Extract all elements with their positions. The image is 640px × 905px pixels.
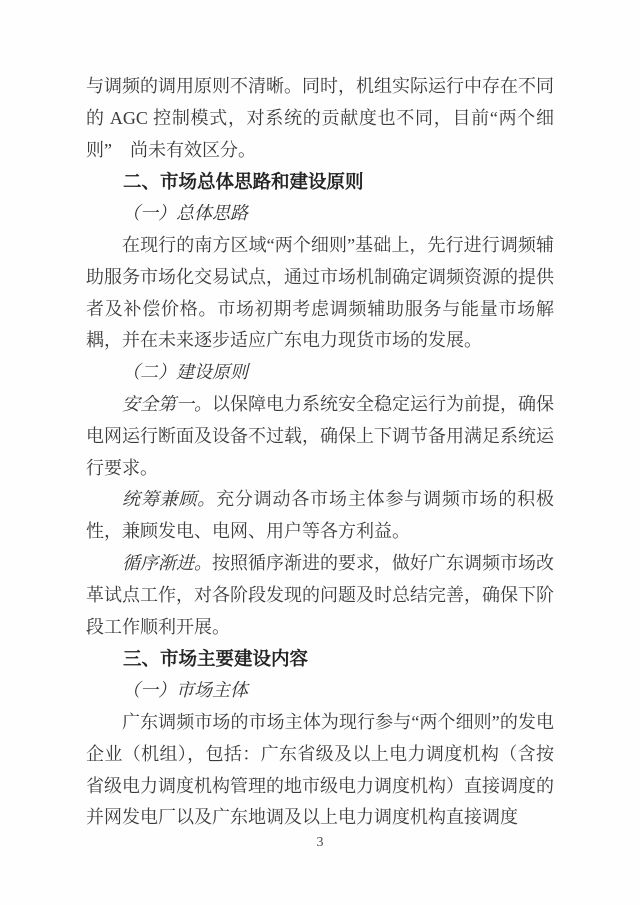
paragraph: 循序渐进。按照循序渐进的要求，做好广东调频市场改革试点工作，对各阶段发现的问题及时总结完善，确保下阶段工作顺利开展。 — [86, 552, 554, 637]
section-heading: 三、市场主要建设内容 — [123, 648, 309, 670]
section-heading: 二、市场总体思路和建设原则 — [123, 171, 364, 193]
paragraph: 广东调频市场的市场主体为现行参与“两个细则”的发电企业（机组），包括：广东省级及以上电力调度机构（含按省级电力调度机构管理的地市级电力调度机构）直接调度的并网发电厂以及广东地调及以上电力调度机构直接调度 — [86, 711, 554, 828]
paragraph-lead: 统筹兼顾。 — [122, 489, 217, 510]
paragraph: 在现行的南方区域“两个细则”基础上，先行进行调频辅助服务市场化交易试点，通过市场机制确定调频资源的提供者及补偿价格。市场初期考虑调频辅助服务与能量市场解耦，并在未来逐步适应广东电力现货市场的发展。 — [86, 234, 554, 351]
sub-heading: （二）建设原则 — [122, 362, 248, 383]
paragraph: 安全第一。以保障电力系统安全稳定运行为前提，确保电网运行断面及设备不过载，确保上下调节备用满足系统运行要求。 — [86, 393, 554, 478]
sub-heading: （一）市场主体 — [122, 680, 248, 701]
paragraph: 统筹兼顾。充分调动各市场主体参与调频市场的积极性，兼顾发电、电网、用户等各方利益。 — [86, 489, 555, 542]
paragraph-lead: 循序渐进。 — [122, 552, 212, 573]
page-number: 3 — [316, 835, 324, 850]
document-content — [86, 71, 554, 834]
paragraph-lead: 安全第一。 — [122, 393, 212, 414]
sub-heading: （一）总体思路 — [122, 203, 248, 224]
paragraph: 与调频的调用原则不清晰。同时，机组实际运行中存在不同的 AGC 控制模式，对系统的贡献度也不同，目前“两个细则” 尚未有效区分。 — [86, 76, 554, 160]
